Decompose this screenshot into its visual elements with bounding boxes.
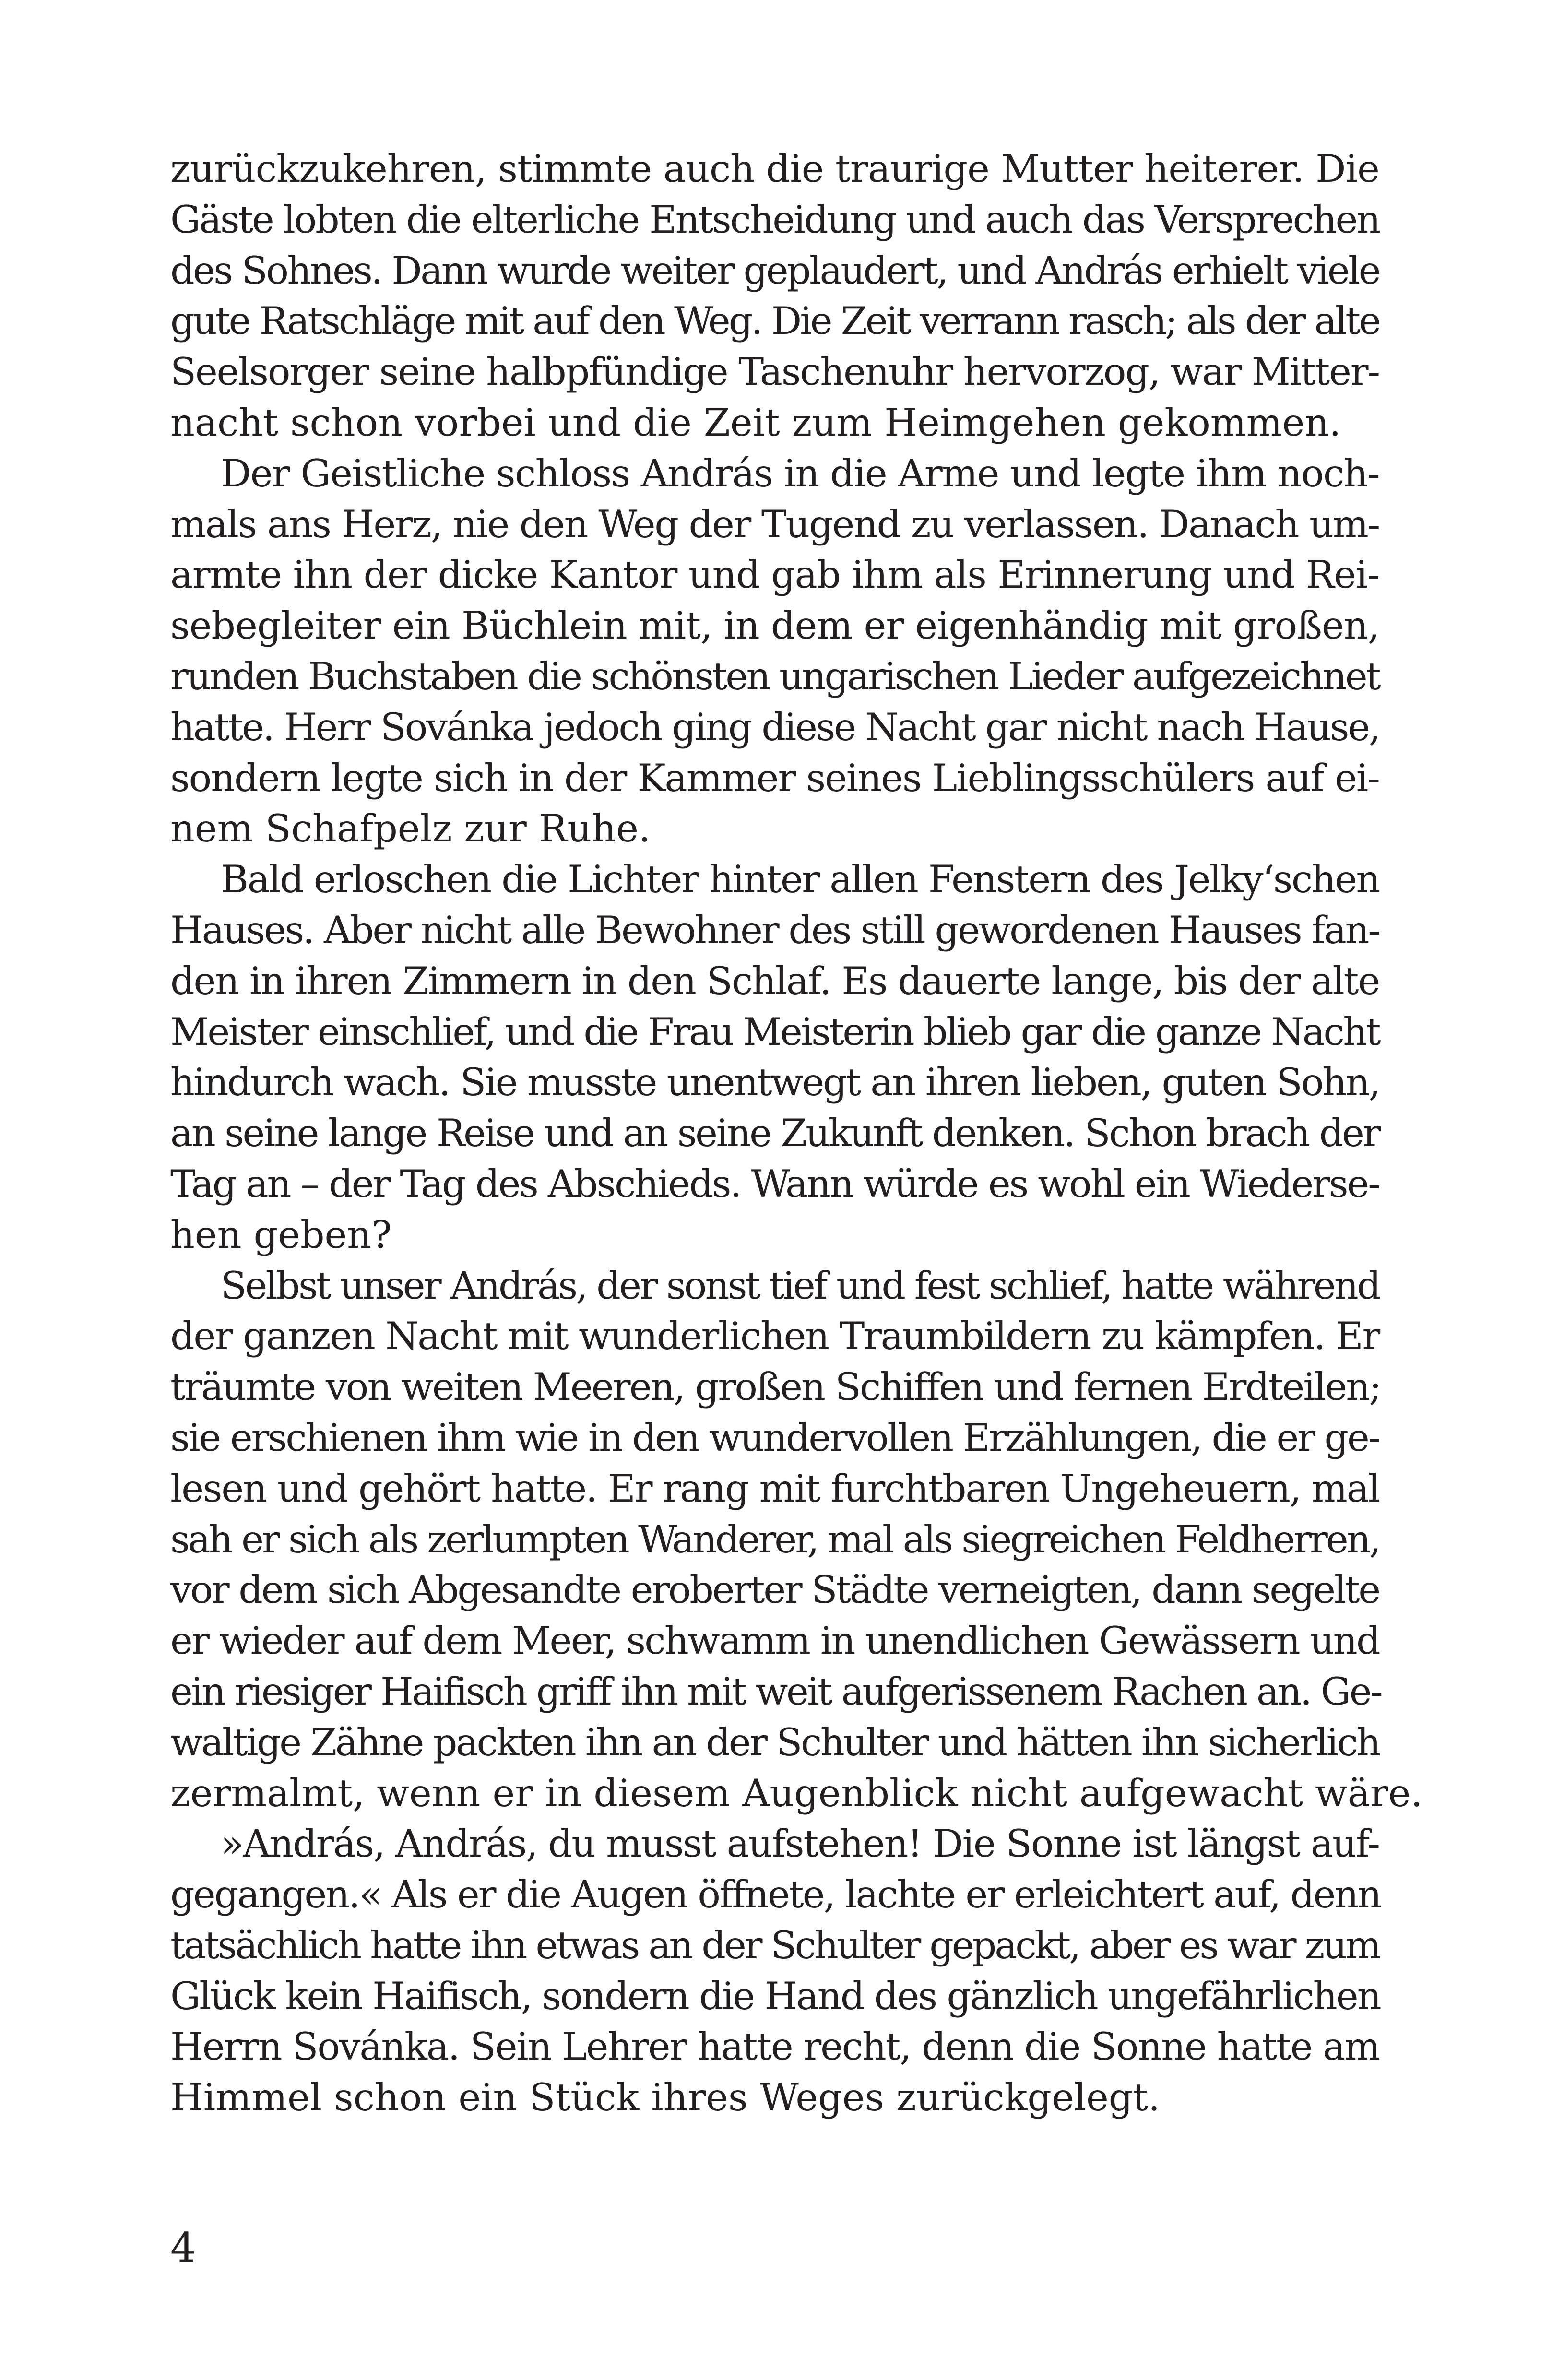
- text-line: nacht schon vorbei und die Zeit zum Heimgehen gekommen.: [170, 400, 1341, 445]
- text-line: hatte. Herr Sovánka jedoch ging diese Nacht gar nicht nach Hause,: [170, 705, 1379, 749]
- text-line: sie erschienen ihm wie in den wundervollen Erzählungen, die er ge-: [170, 1415, 1379, 1460]
- text-line: waltige Zähne packten ihn an der Schulter und hätten ihn sicherlich: [170, 1720, 1379, 1764]
- text-line: mals ans Herz, nie den Weg der Tugend zu verlassen. Danach um-: [170, 502, 1379, 546]
- text-line: sondern legte sich in der Kammer seines Lieblingsschülers auf ei-: [170, 756, 1379, 800]
- text-line: Glück kein Haifisch, sondern die Hand des gänzlich ungefährlichen: [170, 1974, 1380, 2018]
- text-line: er wieder auf dem Meer, schwamm in unendlichen Gewässern und: [170, 1619, 1379, 1663]
- paragraph: [170, 449, 1379, 854]
- text-line: des Sohnes. Dann wurde weiter geplaudert, und András erhielt viele: [170, 248, 1379, 293]
- text-line: armte ihn der dicke Kantor und gab ihm als Erinnerung und Rei-: [170, 553, 1379, 597]
- text-line: Meister einschlief, und die Frau Meisterin blieb gar die ganze Nacht: [170, 1009, 1379, 1054]
- text-line: den in ihren Zimmern in den Schlaf. Es dauerte lange, bis der alte: [170, 959, 1379, 1003]
- page-number: 4: [170, 2224, 196, 2271]
- paragraph: [170, 854, 1379, 1260]
- text-line: hen geben?: [170, 1212, 392, 1257]
- text-line: »András, András, du musst aufstehen! Die Sonne ist längst auf-: [221, 1822, 1379, 1866]
- text-line: gute Ratschläge mit auf den Weg. Die Zeit verrann rasch; als der alte: [170, 299, 1379, 343]
- text-line: Seelsorger seine halbpfündige Taschenuhr hervorzog, war Mitter-: [170, 350, 1379, 394]
- text-line: Hauses. Aber nicht alle Bewohner des still gewordenen Hauses fan-: [170, 908, 1379, 952]
- text-line: vor dem sich Abgesandte eroberter Städte verneigten, dann segelte: [170, 1568, 1379, 1612]
- book-page: [170, 144, 1423, 2123]
- text-line: ein riesiger Haifisch griff ihn mit weit aufgerissenem Rachen an. Ge-: [170, 1669, 1382, 1714]
- text-line: der ganzen Nacht mit wunderlichen Traumbildern zu kämpfen. Er: [170, 1314, 1379, 1359]
- text-line: runden Buchstaben die schönsten ungarischen Lieder aufgezeichnet: [170, 654, 1379, 699]
- text-line: Selbst unser András, der sonst tief und fest schlief, hatte während: [221, 1263, 1379, 1308]
- text-line: sebegleiter ein Büchlein mit, in dem er eigenhändig mit großen,: [170, 604, 1380, 648]
- text-line: Der Geistliche schloss András in die Arme und legte ihm noch-: [221, 451, 1379, 496]
- text-line: lesen und gehört hatte. Er rang mit furchtbaren Ungeheuern, mal: [170, 1466, 1379, 1511]
- text-line: Tag an – der Tag des Abschieds. Wann würde es wohl ein Wiederse-: [170, 1161, 1379, 1206]
- text-line: Bald erloschen die Lichter hinter allen Fenstern des Jelky‘schen: [221, 857, 1379, 902]
- text-line: hindurch wach. Sie musste unentwegt an ihren lieben, guten Sohn,: [170, 1060, 1379, 1105]
- text-line: zurückzukehren, stimmte auch die traurige Mutter heiterer. Die: [170, 147, 1379, 191]
- paragraph: [170, 1819, 1379, 2123]
- text-line: gegangen.« Als er die Augen öffnete, lachte er erleichtert auf, denn: [170, 1872, 1381, 1917]
- text-line: nem Schafpelz zur Ruhe.: [170, 806, 651, 851]
- paragraph: [170, 1261, 1423, 1819]
- text-line: sah er sich als zerlumpten Wanderer, mal als siegreichen Feldherren,: [170, 1517, 1379, 1562]
- text-line: Herrn Sovánka. Sein Lehrer hatte recht, denn die Sonne hatte am: [170, 2025, 1379, 2069]
- text-line: Himmel schon ein Stück ihres Weges zurückgelegt.: [170, 2075, 1161, 2120]
- text-line: Gäste lobten die elterliche Entscheidung und auch das Versprechen: [170, 197, 1379, 242]
- paragraph: [170, 144, 1379, 449]
- text-line: träumte von weiten Meeren, großen Schiffen und fernen Erdteilen;: [170, 1365, 1381, 1409]
- text-line: tatsächlich hatte ihn etwas an der Schulter gepackt, aber es war zum: [170, 1923, 1379, 1967]
- text-line: an seine lange Reise und an seine Zukunft denken. Schon brach der: [170, 1111, 1379, 1156]
- text-line: zermalmt, wenn er in diesem Augenblick nicht aufgewacht wäre.: [170, 1771, 1423, 1815]
